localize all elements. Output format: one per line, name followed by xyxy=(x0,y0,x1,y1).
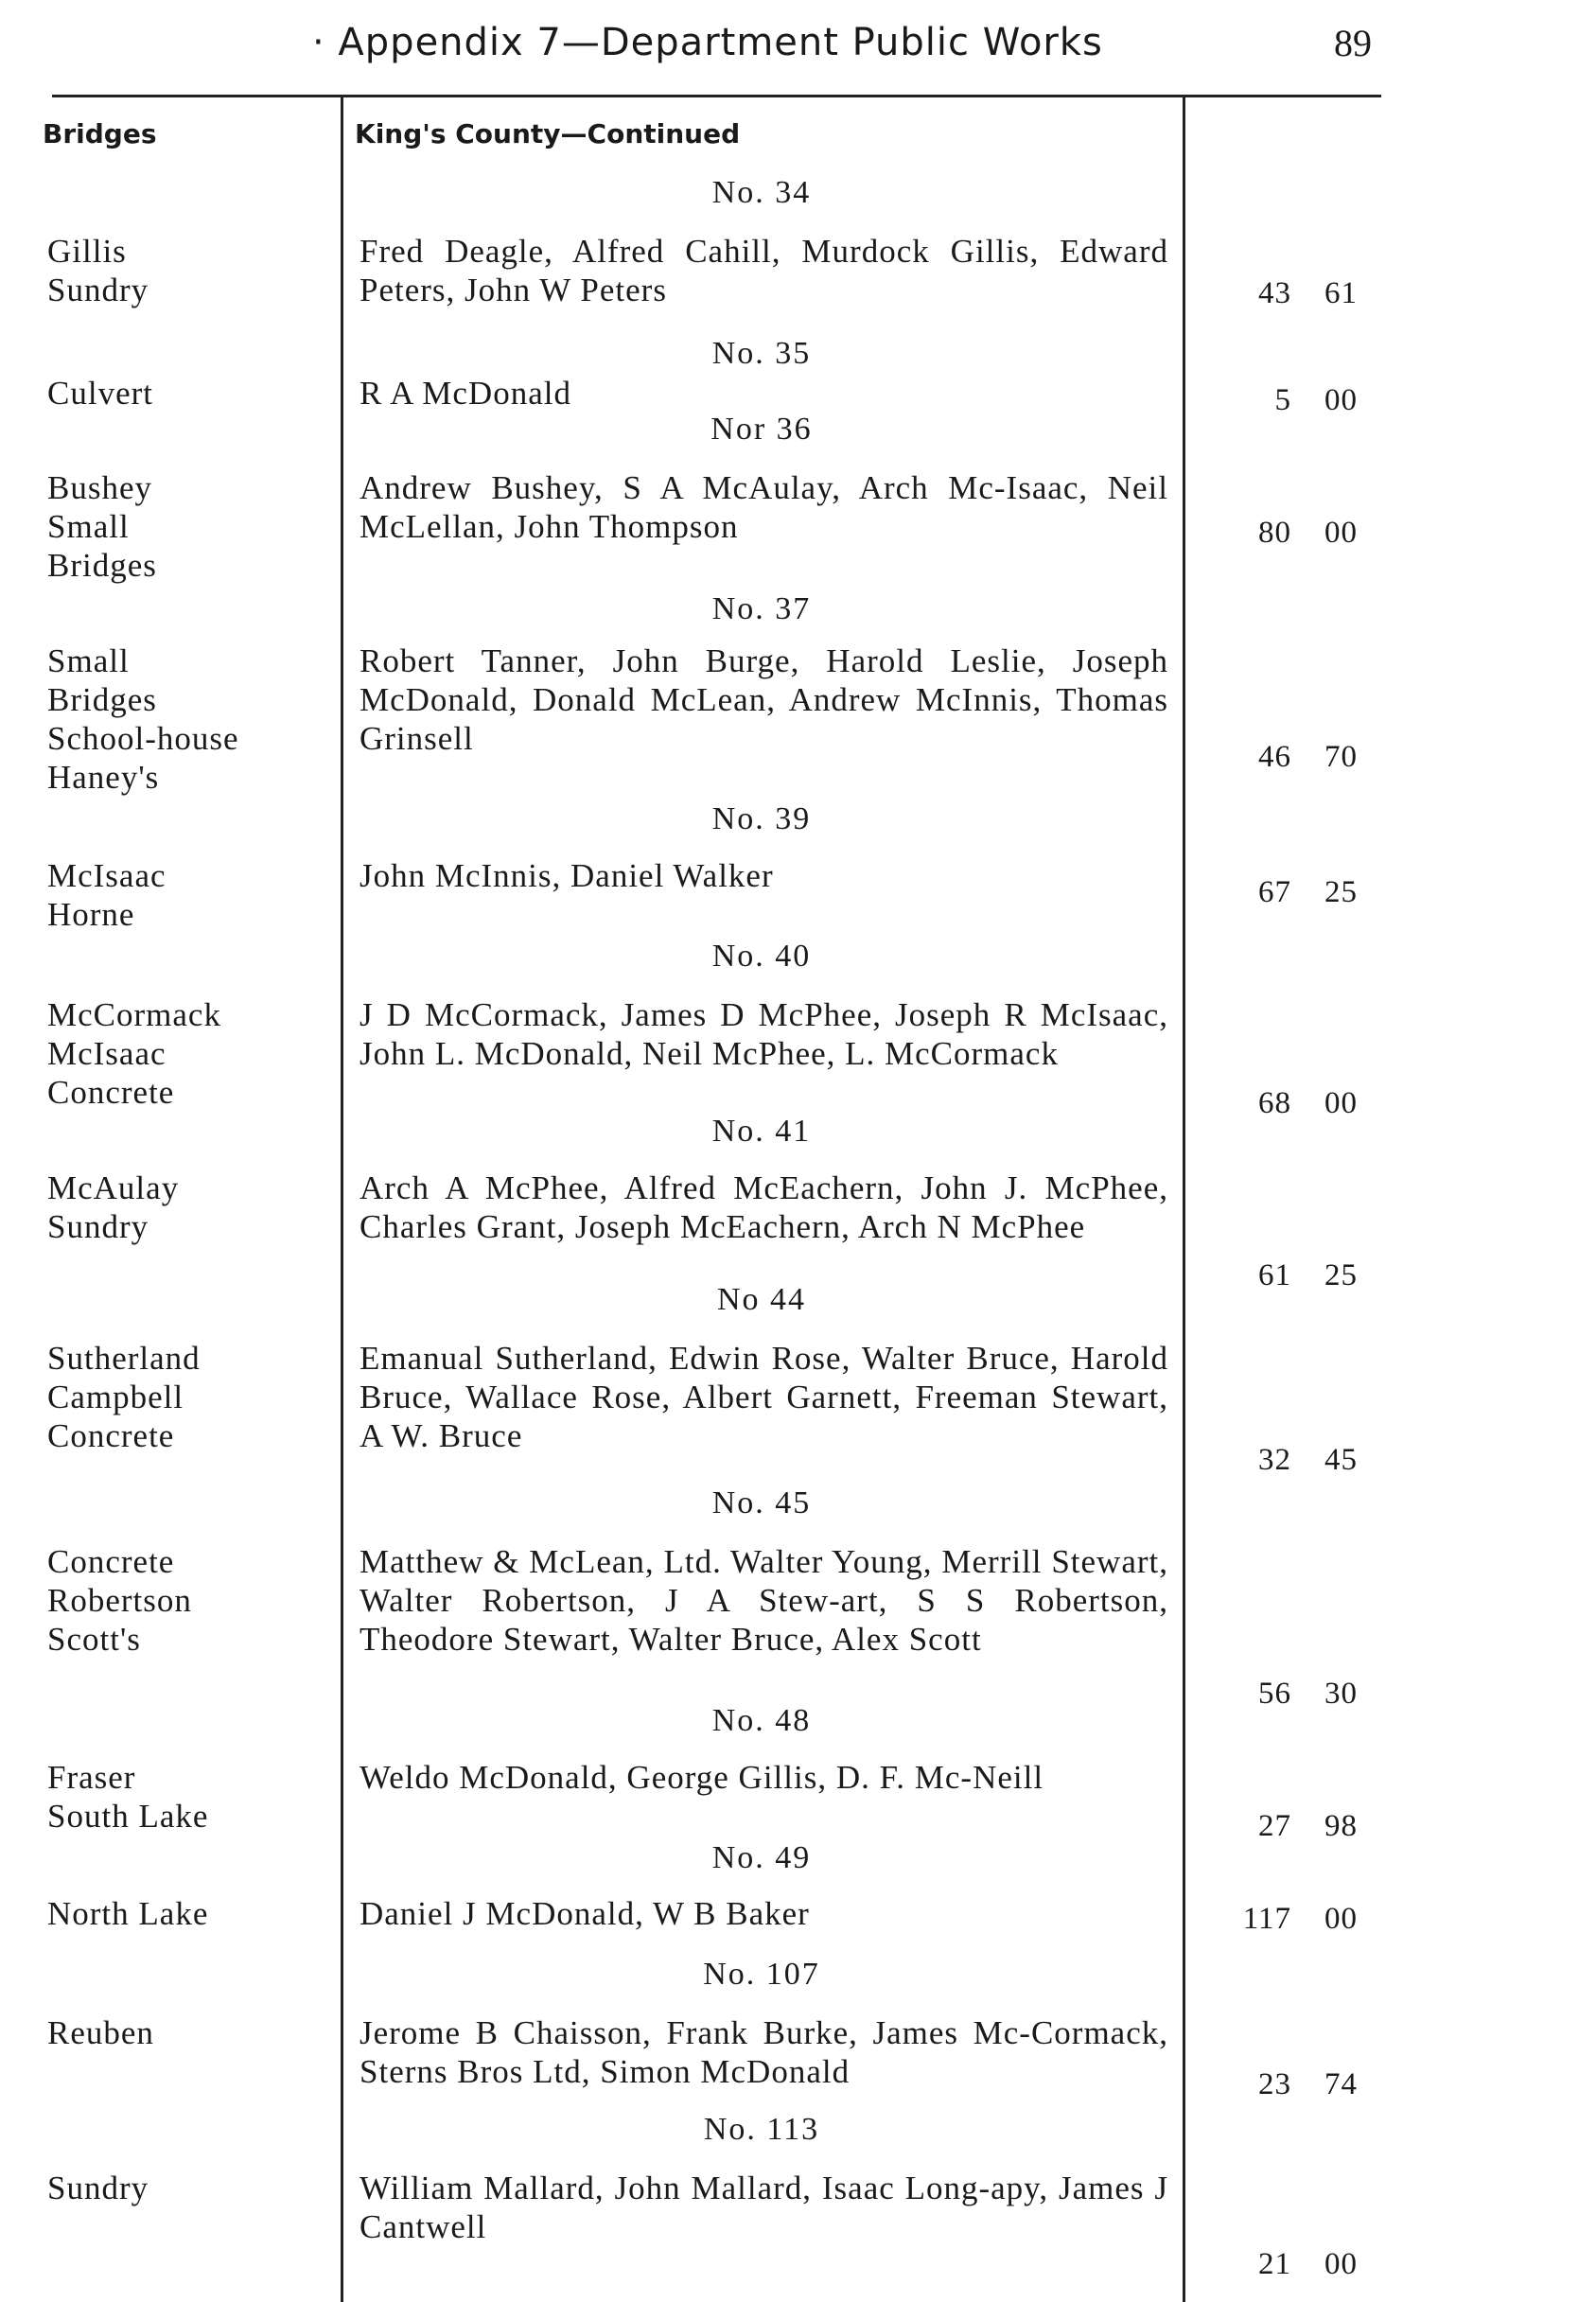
bridge-name: Small xyxy=(47,642,130,679)
amount xyxy=(1206,1086,1395,1121)
bridge-names xyxy=(47,641,331,797)
running-title: · Appendix 7—Department Public Works xyxy=(312,21,1103,64)
column-divider-right xyxy=(1183,97,1185,2302)
contract-number: No 44 xyxy=(716,1282,807,1317)
bridge-name: School-house xyxy=(47,720,239,757)
bridge-name: Culvert xyxy=(47,375,153,412)
amount-dollars: 23 xyxy=(1258,2067,1291,2101)
contractor-names: Robert Tanner, John Burge, Harold Leslie, Joseph McDonald, Donald McLean, Andrew McInnis, Thomas Grinsell xyxy=(360,642,1168,757)
amount-cents: 61 xyxy=(1324,276,1358,310)
contract-number: No. 35 xyxy=(711,336,812,371)
contract-number: No. 41 xyxy=(711,1114,812,1149)
amount-dollars: 67 xyxy=(1258,875,1291,909)
bridge-name: Horne xyxy=(47,896,135,933)
amount-cents: 25 xyxy=(1324,1258,1358,1292)
contract-number: No. 34 xyxy=(711,175,812,210)
amount-cents: 00 xyxy=(1324,383,1358,417)
bridge-name: North Lake xyxy=(47,1895,209,1932)
contract-number: No. 49 xyxy=(711,1840,812,1875)
amount xyxy=(1206,383,1395,418)
bridge-names xyxy=(47,374,331,413)
amount-dollars: 5 xyxy=(1274,383,1291,417)
bridge-names xyxy=(47,468,331,585)
contract-number: No. 107 xyxy=(703,1957,820,1992)
contractor-names: Jerome B Chaisson, Frank Burke, James Mc-Cormack, Sterns Bros Ltd, Simon McDonald xyxy=(360,2014,1168,2090)
amount-dollars: 46 xyxy=(1258,740,1291,774)
bridge-names xyxy=(47,1542,331,1659)
contractor-names: Emanual Sutherland, Edwin Rose, Walter Bruce, Harold Bruce, Wallace Rose, Albert Garnett, Freeman Stewart, A W. Bruce xyxy=(360,1340,1168,1454)
amount-dollars: 117 xyxy=(1242,1902,1291,1936)
bridge-name: Small xyxy=(47,508,130,545)
amount-cents: 70 xyxy=(1324,740,1358,774)
contractor-names: Matthew & McLean, Ltd. Walter Young, Merrill Stewart, Walter Robertson, J A Stew-art, S S Robertson, Theodore Stewart, Walter Bruce, Alex Scott xyxy=(360,1543,1168,1658)
bridge-name: Campbell xyxy=(47,1379,184,1415)
bridge-name: Fraser xyxy=(47,1759,136,1796)
amount-dollars: 43 xyxy=(1258,276,1291,310)
amount-dollars: 56 xyxy=(1258,1677,1291,1711)
amount-dollars: 27 xyxy=(1258,1809,1291,1843)
amount-cents: 00 xyxy=(1324,2247,1358,2281)
contract-number: No. 113 xyxy=(703,2112,820,2147)
amount-dollars: 68 xyxy=(1258,1086,1291,1120)
bridge-names xyxy=(47,232,331,309)
bridge-name: Scott's xyxy=(47,1621,141,1658)
bridge-name: Sutherland xyxy=(47,1340,201,1377)
amount-cents: 00 xyxy=(1324,516,1358,550)
amount xyxy=(1206,1677,1395,1712)
amount xyxy=(1206,276,1395,311)
bridge-name: Concrete xyxy=(47,1543,175,1580)
bridge-name: Bridges xyxy=(47,547,157,584)
contract-number: No. 40 xyxy=(711,939,812,974)
bridges-column-header: Bridges xyxy=(43,118,157,149)
bridge-names xyxy=(47,1169,331,1246)
bridge-name: Robertson xyxy=(47,1582,192,1619)
amount-cents: 98 xyxy=(1324,1809,1358,1843)
bridge-name: Sundry xyxy=(47,1208,149,1245)
bridge-name: Bushey xyxy=(47,469,152,506)
bridge-name: McIsaac xyxy=(47,857,167,894)
amount-cents: 00 xyxy=(1324,1086,1358,1120)
amount xyxy=(1206,2247,1395,2282)
bridge-name: Reuben xyxy=(47,2014,154,2051)
contract-number: No. 39 xyxy=(711,801,812,836)
amount-dollars: 32 xyxy=(1258,1443,1291,1477)
contract-number: No. 37 xyxy=(711,591,812,626)
contract-number: No. 45 xyxy=(711,1485,812,1520)
contractor-names: R A McDonald xyxy=(360,375,571,412)
amount-cents: 45 xyxy=(1324,1443,1358,1477)
bridge-name: McIsaac xyxy=(47,1035,167,1072)
amount-cents: 74 xyxy=(1324,2067,1358,2101)
amount-dollars: 21 xyxy=(1258,2247,1291,2281)
bridge-name: Haney's xyxy=(47,759,160,796)
bridge-names xyxy=(47,1758,331,1836)
page-header xyxy=(0,21,1596,78)
amount xyxy=(1206,740,1395,775)
amount xyxy=(1206,1258,1395,1293)
contractor-names: Weldo McDonald, George Gillis, D. F. Mc-Neill xyxy=(360,1759,1044,1796)
contractor-names: John McInnis, Daniel Walker xyxy=(360,857,774,894)
contractor-names: Fred Deagle, Alfred Cahill, Murdock Gillis, Edward Peters, John W Peters xyxy=(360,233,1168,308)
county-column-header: King's County—Continued xyxy=(355,118,741,149)
amount xyxy=(1206,1809,1395,1844)
page-number: 89 xyxy=(1334,22,1372,64)
amount xyxy=(1206,1902,1395,1937)
amount xyxy=(1206,2067,1395,2102)
amount-cents: 30 xyxy=(1324,1677,1358,1711)
amount-cents: 25 xyxy=(1324,875,1358,909)
bridge-name: Gillis xyxy=(47,233,127,270)
amount-dollars: 61 xyxy=(1258,1258,1291,1292)
bridge-name: McAulay xyxy=(47,1169,180,1206)
contract-number: Nor 36 xyxy=(710,412,813,447)
contractor-names: William Mallard, John Mallard, Isaac Long-apy, James J Cantwell xyxy=(360,2170,1168,2245)
bridge-name: Sundry xyxy=(47,2170,149,2206)
bridge-name: McCormack xyxy=(47,996,221,1033)
contractor-names: Arch A McPhee, Alfred McEachern, John J. McPhee, Charles Grant, Joseph McEachern, Arch N McPhee xyxy=(360,1169,1168,1245)
bridge-names xyxy=(47,2013,331,2052)
bridge-names xyxy=(47,856,331,934)
bridge-name: Sundry xyxy=(47,272,149,308)
contractor-names: J D McCormack, James D McPhee, Joseph R McIsaac, John L. McDonald, Neil McPhee, L. McCormack xyxy=(360,996,1168,1072)
contractor-names: Andrew Bushey, S A McAulay, Arch Mc-Isaac, Neil McLellan, John Thompson xyxy=(360,469,1168,545)
bridge-name: South Lake xyxy=(47,1798,209,1835)
bridge-names xyxy=(47,1339,331,1455)
amount-dollars: 80 xyxy=(1258,516,1291,550)
amount xyxy=(1206,875,1395,910)
bridge-names xyxy=(47,2169,331,2207)
bridge-names xyxy=(47,1894,331,1933)
bridge-name: Bridges xyxy=(47,681,157,718)
amount xyxy=(1206,516,1395,551)
contract-number: No. 48 xyxy=(711,1703,812,1738)
amount-cents: 00 xyxy=(1324,1902,1358,1936)
bridge-name: Concrete xyxy=(47,1417,175,1454)
bridge-names xyxy=(47,995,331,1112)
contractor-names: Daniel J McDonald, W B Baker xyxy=(360,1895,810,1932)
bridge-name: Concrete xyxy=(47,1074,175,1111)
amount xyxy=(1206,1443,1395,1478)
